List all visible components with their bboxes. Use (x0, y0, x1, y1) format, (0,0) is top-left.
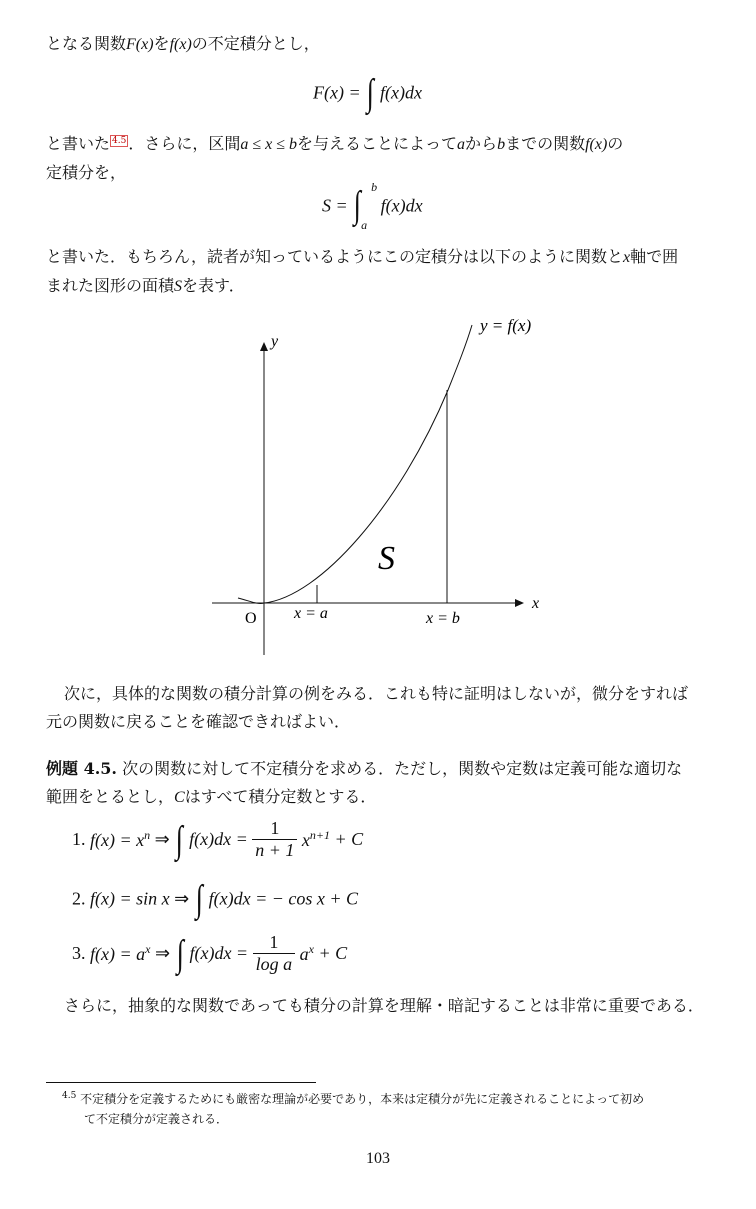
area-label: S (378, 540, 395, 577)
equation-definite-integral: S = ∫ b a f(x)dx (322, 180, 423, 232)
footnote-rule (46, 1082, 316, 1083)
footnote: $^{4.5}$ 不定積分を定義するためにも厳密な理論が必要であり，本来は定積分が先に定義されることによって初め て不定積分が定義される． (62, 1091, 645, 1126)
example-title: 例題 4.5. (46, 759, 117, 778)
y-axis-arrow-icon (260, 342, 268, 351)
example-item-2: 2. f(x) = sin x ⇒ ∫ f(x)dx = − cos x + C (72, 878, 359, 920)
paragraph-3: と書いた．もちろん，読者が知っているようにこの定積分は以下のように関数とx軸で囲 まれた図形の面積Sを表す． (46, 247, 679, 295)
example-paragraph: 例題 4.5. 次の関数に対して不定積分を求める．ただし，関数や定数は定義可能な適切な 範囲をとるとし，Cはすべて積分定数とする． (46, 759, 683, 806)
x-axis-arrow-icon (515, 599, 524, 607)
equation-indefinite-integral: F(x) = ∫ f(x)dx (313, 72, 423, 114)
paragraph-2: と書いた $^{4.5}$ ．さらに，区間a ≤ x ≤ bを与えることによってaからbまでの関数f(x)の 定積分を， (46, 134, 624, 182)
paragraph-4: 次に，具体的な関数の積分計算の例をみる．これも特に証明はしないが，微分をすれば 元の関数に戻ることを確認できればよい． (46, 684, 689, 731)
page-number: 103 (366, 1150, 390, 1167)
paragraph-1: となる関数F(x)をf(x)の不定積分とし， (46, 34, 320, 53)
example-item-3: 3. $f(x) = a^x$ ⇒ ∫ f(x)dx = $\frac{1}{\text{log a}}$ $a^x + C$ (72, 932, 348, 975)
paragraph-5: さらに，抽象的な関数であっても積分の計算を理解・暗記することは非常に重要である． (64, 996, 704, 1015)
a-label: x = a (294, 605, 328, 622)
area-under-curve-figure (0, 305, 756, 665)
example-item-1: 1. $f(x) = x^n$ ⇒ ∫ f(x)dx = $\frac{1}{n + 1}$ $x^{n+1} + C$ (72, 818, 364, 861)
origin-label: O (245, 610, 257, 627)
footnote-reference[interactable]: 4.5 (112, 135, 127, 146)
x-axis-label: x (532, 595, 540, 612)
b-label: x = b (426, 610, 460, 627)
curve-label: y = f(x) (480, 316, 532, 335)
function-curve (238, 325, 472, 604)
y-axis-label: y (271, 333, 279, 350)
